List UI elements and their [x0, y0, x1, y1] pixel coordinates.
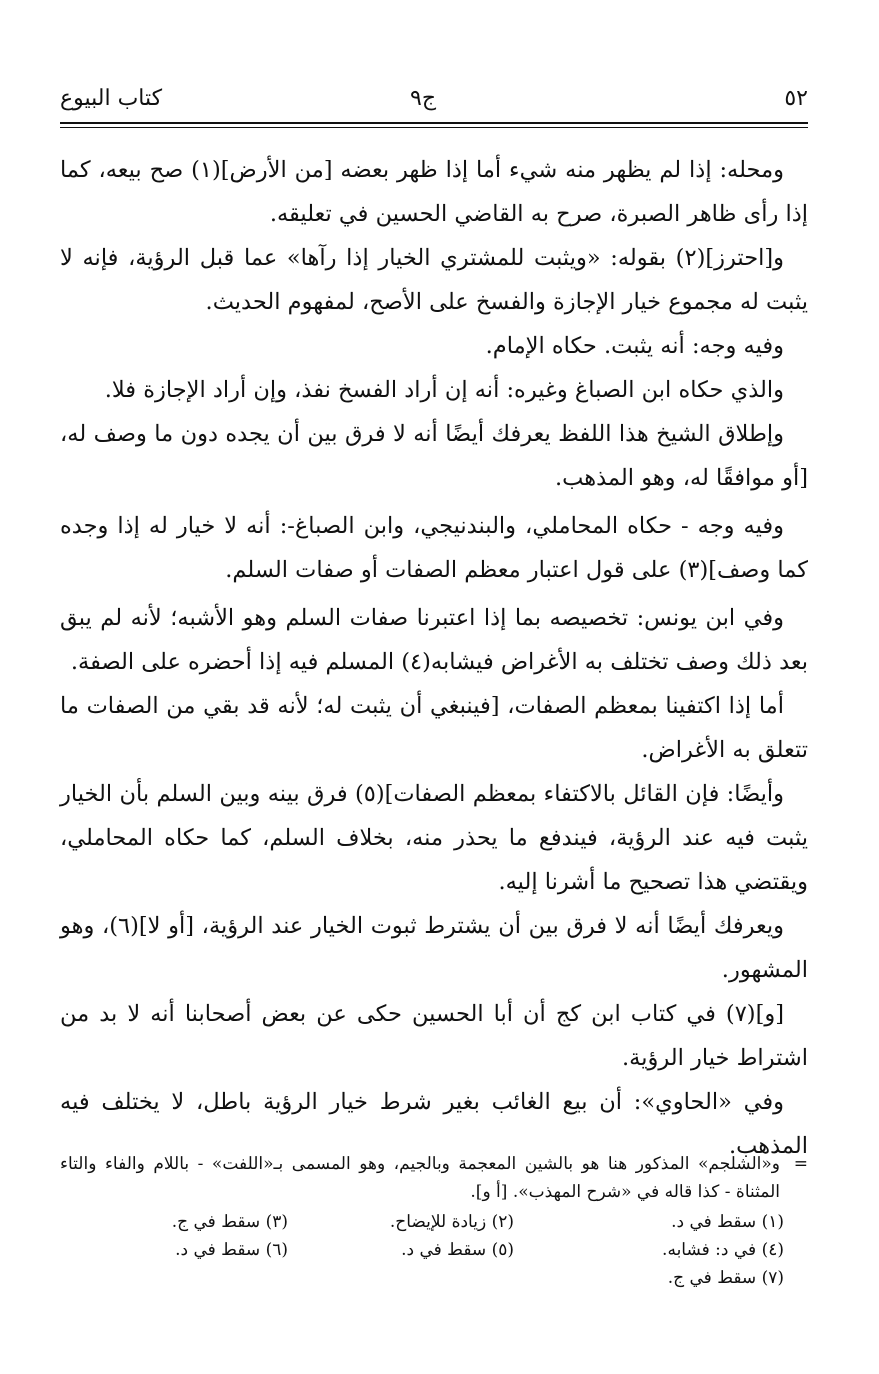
continuation-marker: = — [793, 1154, 808, 1174]
footnote-continuation — [60, 1150, 808, 1206]
volume-label: ج٩ — [410, 86, 437, 111]
page-number: ٥٢ — [784, 86, 808, 111]
footnote-continuation-text: و«الشلجم» المذكور هنا هو بالشين المعجمة وبالجيم، وهو المسمى بـ«اللفت» - باللام والفاء والتاء المثناة - كذا قاله في «شرح المهذب». [أ و]. — [60, 1154, 780, 1202]
paragraph: وفيه وجه - حكاه المحاملي، والبندنيجي، وابن الصباغ-: أنه لا خيار له إذا وجده كما وصف](٣) على قول اعتبار معظم الصفات أو صفات السلم. — [60, 513, 808, 583]
footnote: (٥) سقط في د. — [401, 1240, 514, 1260]
footnote: (٦) سقط في د. — [175, 1240, 288, 1260]
paragraph: وفيه وجه: أنه يثبت. حكاه الإمام. — [485, 333, 784, 359]
paragraph: أما إذا اكتفينا بمعظم الصفات، [فينبغي أن يثبت له؛ لأنه قد بقي من الصفات ما تتعلق به الأغراض. — [60, 693, 808, 763]
book-title: كتاب البيوع — [60, 86, 163, 111]
footnote: (٢) زيادة للإيضاح. — [389, 1212, 514, 1232]
footnote-list — [60, 1208, 808, 1292]
paragraph: وفي «الحاوي»: أن بيع الغائب بغير شرط خيار الرؤية باطل، لا يختلف فيه المذهب. — [60, 1089, 808, 1159]
header-rule-thin — [60, 127, 808, 128]
paragraph: ويعرفك أيضًا أنه لا فرق بين أن يشترط ثبوت الخيار عند الرؤية، [أو لا](٦)، وهو المشهور. — [60, 913, 808, 983]
paragraph: وإطلاق الشيخ هذا اللفظ يعرفك أيضًا أنه لا فرق بين أن يجده دون ما وصف له، [أو موافقًا له، وهو المذهب. — [60, 421, 808, 491]
footnote: (٣) سقط في ج. — [171, 1212, 288, 1232]
footnote: (١) سقط في د. — [671, 1212, 784, 1232]
paragraph: [و](٧) في كتاب ابن كج أن أبا الحسين حكى عن بعض أصحابنا أنه لا بد من اشتراط خيار الرؤية. — [60, 1001, 808, 1071]
paragraph: ومحله: إذا لم يظهر منه شيء أما إذا ظهر بعضه [من الأرض](١) صح بيعه، كما إذا رأى ظاهر الصبرة، صرح به القاضي الحسين في تعليقه. — [60, 157, 808, 227]
header-rule-thick — [60, 122, 808, 124]
paragraph: وأيضًا: فإن القائل بالاكتفاء بمعظم الصفات](٥) فرق بينه وبين السلم بأن الخيار يثبت فيه عند الرؤية، فيندفع ما يحذر منه، بخلاف السلم، كما حكاه المحاملي، ويقتضي هذا تصحيح ما أشرنا إليه. — [60, 781, 808, 895]
main-text — [60, 148, 808, 1168]
footnote: (٤) في د: فشابه. — [662, 1240, 784, 1260]
footnotes — [60, 1150, 808, 1292]
running-header — [60, 86, 808, 120]
paragraph: والذي حكاه ابن الصباغ وغيره: أنه إن أراد الفسخ نفذ، وإن أراد الإجازة فلا. — [104, 377, 784, 403]
paragraph: وفي ابن يونس: تخصيصه بما إذا اعتبرنا صفات السلم وهو الأشبه؛ لأنه لم يبق بعد ذلك وصف تختلف به الأغراض فيشابه(٤) المسلم فيه إذا أحضره على الصفة. — [60, 605, 808, 675]
paragraph: و[احترز](٢) بقوله: «ويثبت للمشتري الخيار إذا رآها» عما قبل الرؤية، فإنه لا يثبت له مجموع خيار الإجازة والفسخ على الأصح، لمفهوم الحديث. — [60, 245, 808, 315]
footnote: (٧) سقط في ج. — [667, 1268, 784, 1288]
